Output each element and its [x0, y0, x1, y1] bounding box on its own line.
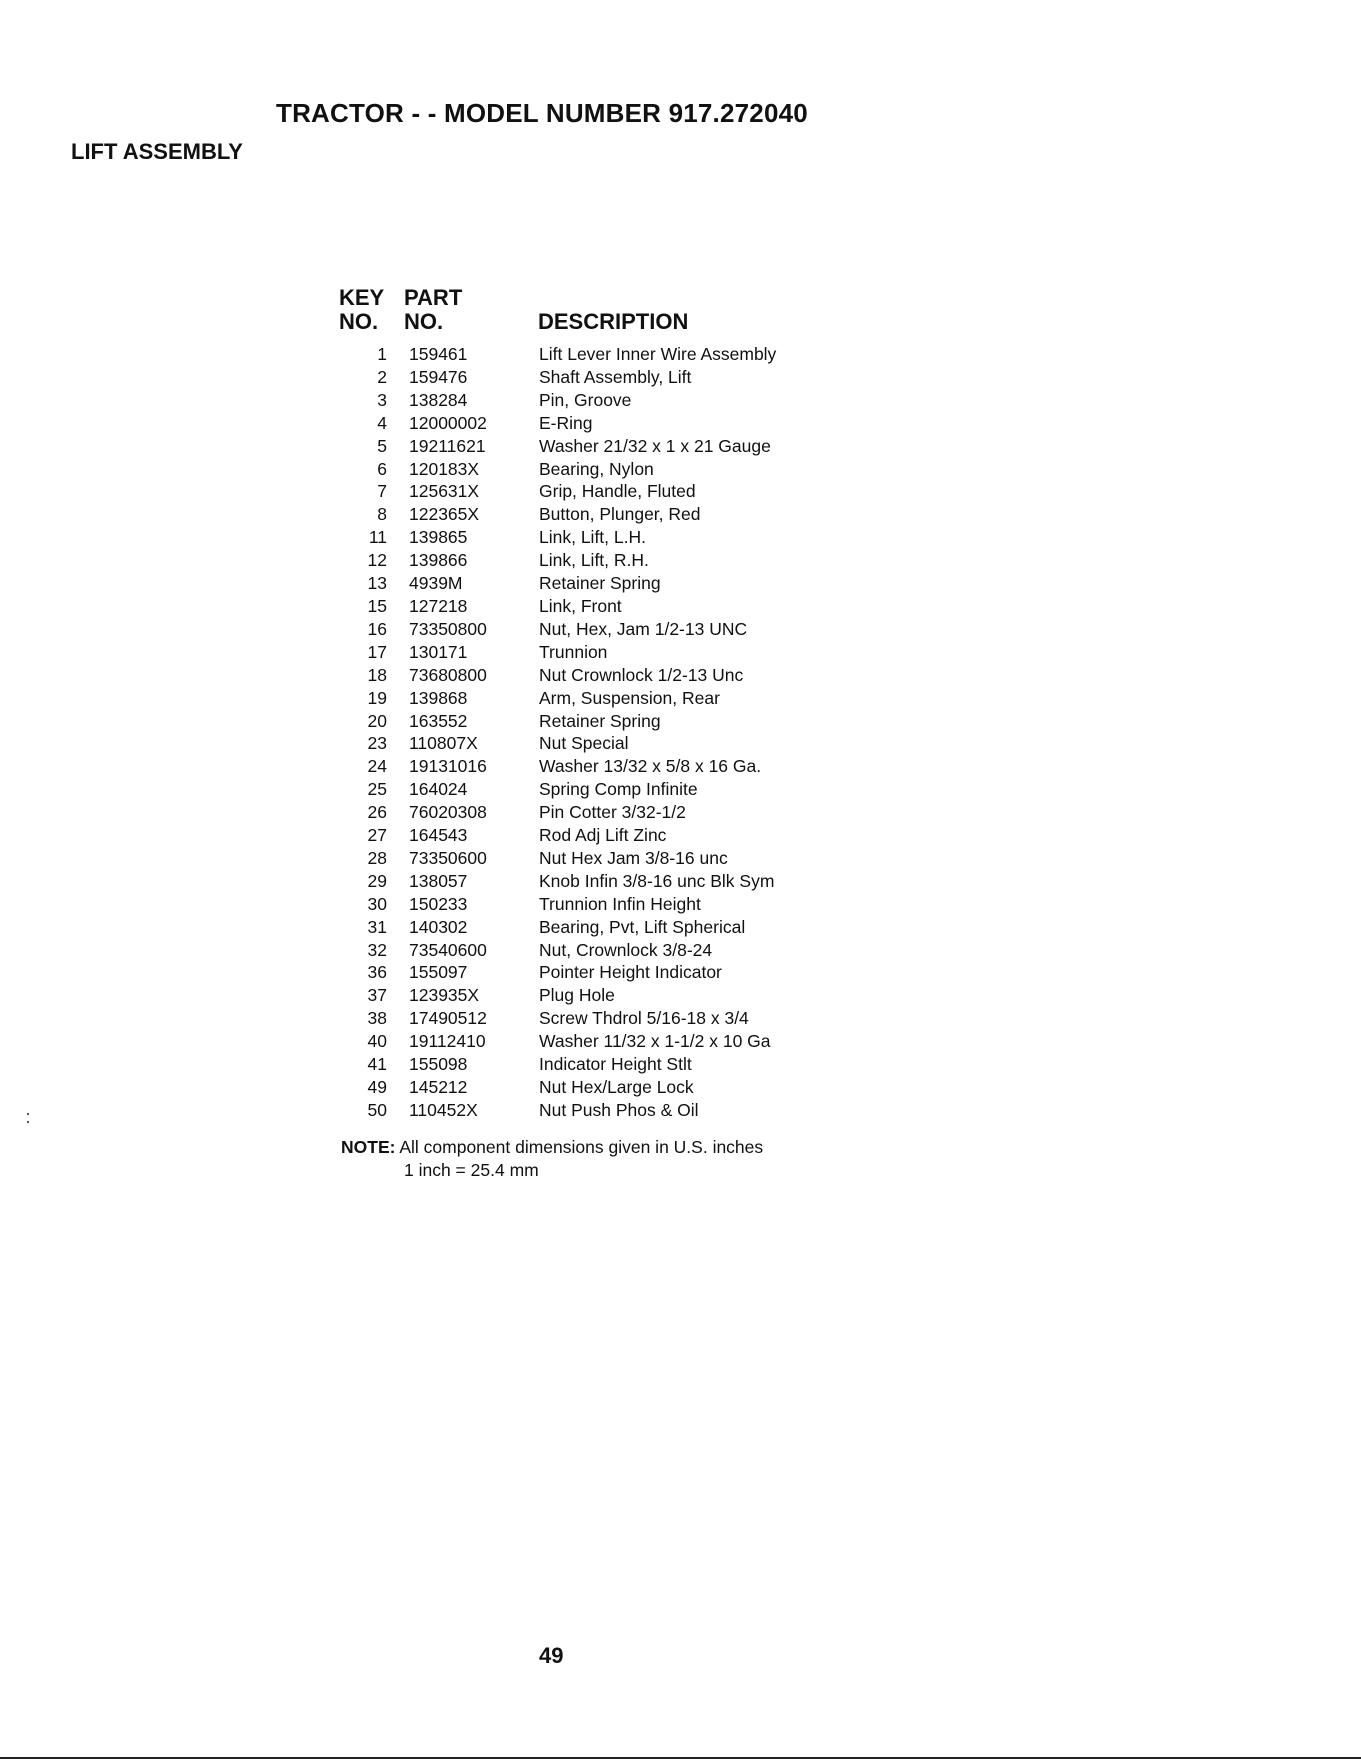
part-row — [0, 893, 1361, 916]
part-description: Trunnion — [539, 641, 608, 662]
part-number: 138057 — [409, 870, 468, 891]
part-row — [0, 641, 1361, 664]
part-number: 4939M — [409, 573, 463, 594]
part-number: 164543 — [409, 825, 468, 846]
part-description: Button, Plunger, Red — [539, 504, 701, 525]
part-description: Screw Thdrol 5/16-18 x 3/4 — [539, 1008, 749, 1029]
key-number: 41 — [367, 1054, 387, 1075]
key-number: 7 — [377, 481, 387, 502]
key-number: 11 — [368, 527, 387, 548]
part-description: Arm, Suspension, Rear — [539, 687, 720, 708]
part-number: 19112410 — [409, 1031, 486, 1052]
part-number: 145212 — [409, 1077, 468, 1097]
part-number: 110452X — [409, 1099, 478, 1120]
part-number: 123935X — [409, 985, 480, 1006]
part-description: Plug Hole — [539, 985, 615, 1006]
key-number: 27 — [367, 825, 387, 846]
part-row — [0, 1030, 1361, 1053]
key-number: 17 — [367, 641, 387, 662]
part-description: Lift Lever Inner Wire Assembly — [539, 344, 777, 364]
part-row — [0, 366, 1361, 389]
description-header: DESCRIPTION — [538, 309, 689, 334]
part-row — [0, 755, 1361, 778]
part-row — [0, 458, 1361, 481]
part-description: Retainer Spring — [539, 573, 661, 594]
part-number: 130171 — [409, 641, 468, 662]
key-number: 49 — [367, 1077, 387, 1097]
part-row — [0, 939, 1361, 962]
part-row — [0, 916, 1361, 939]
part-number: 163552 — [409, 710, 468, 731]
part-number: 159476 — [409, 366, 468, 387]
key-number: 2 — [377, 366, 387, 387]
part-description: Nut Crownlock 1/2-13 Unc — [539, 664, 744, 685]
scan-speck — [27, 1113, 29, 1115]
key-number: 29 — [367, 870, 387, 891]
part-number: 125631X — [409, 481, 480, 502]
part-description: Nut, Crownlock 3/8-24 — [539, 939, 713, 960]
part-description: Washer 11/32 x 1-1/2 x 10 Ga — [539, 1031, 771, 1052]
part-number: 150233 — [409, 893, 468, 914]
part-row — [0, 847, 1361, 870]
part-header-line1: PART — [404, 285, 463, 310]
page-number: 49 — [539, 1643, 564, 1668]
part-row — [0, 343, 1361, 366]
part-row — [0, 687, 1361, 710]
key-number: 30 — [367, 893, 387, 914]
part-row — [0, 526, 1361, 549]
key-number: 1 — [377, 344, 387, 364]
part-description: E-Ring — [539, 412, 593, 433]
part-description: Knob Infin 3/8-16 unc Blk Sym — [539, 870, 775, 891]
part-number: 140302 — [409, 916, 468, 937]
part-row — [0, 1007, 1361, 1030]
part-number: 73350800 — [409, 618, 487, 639]
part-row — [0, 503, 1361, 526]
unit-conversion: 1 inch = 25.4 mm — [404, 1160, 539, 1180]
bottom-rule — [0, 1757, 1361, 1759]
part-number: 138284 — [409, 389, 468, 410]
part-number: 19211621 — [409, 435, 486, 456]
part-description: Link, Lift, R.H. — [539, 550, 649, 571]
part-number: 155098 — [409, 1054, 468, 1075]
part-number: 139865 — [409, 527, 468, 548]
part-row — [0, 595, 1361, 618]
key-number: 15 — [367, 595, 387, 616]
part-row — [0, 710, 1361, 733]
key-number: 6 — [377, 458, 387, 479]
part-number: 12000002 — [409, 412, 487, 433]
key-number: 13 — [367, 573, 387, 594]
part-row — [0, 1099, 1361, 1122]
key-number: 24 — [367, 756, 387, 777]
part-description: Grip, Handle, Fluted — [539, 481, 696, 502]
key-number: 32 — [367, 939, 387, 960]
part-row — [0, 1053, 1361, 1076]
key-number: 31 — [367, 916, 387, 937]
part-number: 159461 — [409, 344, 468, 364]
part-row — [0, 824, 1361, 847]
part-row — [0, 412, 1361, 435]
part-row — [0, 572, 1361, 595]
part-description: Rod Adj Lift Zinc — [539, 825, 667, 846]
part-row — [0, 549, 1361, 572]
key-number: 23 — [367, 733, 387, 754]
key-number: 26 — [367, 802, 387, 823]
section-title: LIFT ASSEMBLY — [71, 139, 243, 164]
part-number: 164024 — [409, 779, 468, 800]
part-number: 76020308 — [409, 802, 487, 823]
key-number: 40 — [367, 1031, 387, 1052]
part-number: 155097 — [409, 962, 468, 983]
key-number: 28 — [367, 847, 387, 868]
part-number: 17490512 — [409, 1008, 487, 1029]
key-number: 12 — [367, 550, 387, 571]
part-description: Shaft Assembly, Lift — [539, 366, 692, 387]
note-label: NOTE: — [341, 1137, 396, 1157]
part-description: Nut Hex/Large Lock — [539, 1077, 694, 1097]
part-description: Nut Special — [539, 733, 629, 754]
scan-speck — [27, 1121, 29, 1123]
key-header-line2: NO. — [339, 309, 379, 334]
part-row — [0, 961, 1361, 984]
part-row — [0, 778, 1361, 801]
key-number: 50 — [367, 1099, 387, 1120]
key-number: 8 — [377, 504, 387, 525]
part-description: Nut Push Phos & Oil — [539, 1099, 699, 1120]
part-number: 127218 — [409, 595, 468, 616]
part-number: 19131016 — [409, 756, 487, 777]
part-row — [0, 435, 1361, 458]
part-description: Washer 21/32 x 1 x 21 Gauge — [539, 435, 771, 456]
part-row — [0, 618, 1361, 641]
part-description: Pin, Groove — [539, 389, 632, 410]
part-description: Indicator Height Stlt — [539, 1054, 692, 1075]
key-number: 25 — [367, 779, 387, 800]
part-row — [0, 664, 1361, 687]
page-title: TRACTOR - - MODEL NUMBER 917.272040 — [276, 98, 808, 128]
key-number: 36 — [367, 962, 387, 983]
key-number: 16 — [367, 618, 387, 639]
part-row — [0, 389, 1361, 412]
part-row — [0, 801, 1361, 824]
part-number: 139866 — [409, 550, 468, 571]
part-number: 110807X — [409, 733, 478, 754]
part-number: 120183X — [409, 458, 480, 479]
part-description: Link, Front — [539, 595, 622, 616]
parts-list — [0, 343, 1361, 1122]
part-description: Washer 13/32 x 5/8 x 16 Ga. — [539, 756, 762, 777]
part-number: 139868 — [409, 687, 468, 708]
key-number: 18 — [367, 664, 387, 685]
part-description: Bearing, Nylon — [539, 458, 654, 479]
note — [341, 1136, 763, 1159]
part-description: Bearing, Pvt, Lift Spherical — [539, 916, 746, 937]
part-description: Pin Cotter 3/32-1/2 — [539, 802, 686, 823]
part-row — [0, 870, 1361, 893]
part-row — [0, 1076, 1361, 1099]
part-number: 73350600 — [409, 847, 487, 868]
key-number: 4 — [377, 412, 387, 433]
part-description: Spring Comp Infinite — [539, 779, 698, 800]
note-text: All component dimensions given in U.S. inches — [395, 1137, 764, 1157]
key-number: 37 — [367, 985, 387, 1006]
part-description: Nut Hex Jam 3/8-16 unc — [539, 847, 728, 868]
key-header-line1: KEY — [339, 285, 385, 310]
key-number: 5 — [377, 435, 387, 456]
part-number: 73540600 — [409, 939, 487, 960]
key-number: 3 — [377, 389, 387, 410]
key-number: 19 — [367, 687, 387, 708]
part-description: Link, Lift, L.H. — [539, 527, 646, 548]
part-description: Retainer Spring — [539, 710, 661, 731]
part-header-line2: NO. — [404, 309, 444, 334]
part-row — [0, 732, 1361, 755]
part-number: 73680800 — [409, 664, 487, 685]
part-row — [0, 480, 1361, 503]
part-description: Nut, Hex, Jam 1/2-13 UNC — [539, 618, 748, 639]
key-number: 38 — [367, 1008, 387, 1029]
part-row — [0, 984, 1361, 1007]
part-description: Pointer Height Indicator — [539, 962, 722, 983]
part-number: 122365X — [409, 504, 480, 525]
part-description: Trunnion Infin Height — [539, 893, 701, 914]
key-number: 20 — [367, 710, 387, 731]
